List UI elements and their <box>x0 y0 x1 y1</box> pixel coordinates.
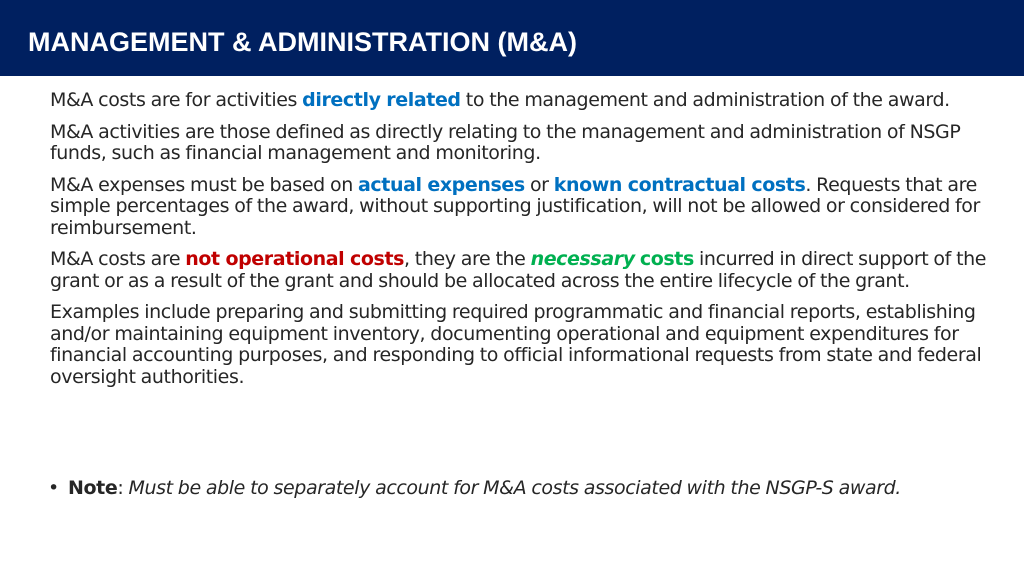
paragraph-5 <box>50 302 990 388</box>
p1-highlight-directly-related: directly related <box>302 89 461 111</box>
p3-text-1: M&A expenses must be based on <box>50 173 358 196</box>
note-text: Must be able to separately account for M&A costs associated with the NSGP-S award. <box>128 477 901 499</box>
bullet-icon: • <box>48 477 59 499</box>
paragraph-1 <box>50 90 990 112</box>
p4-highlight-necessary: necessary <box>530 248 635 270</box>
p2-text-1: M&A activities are those defined as directly relating to the management and administration of NSGP funds, such as financial management and monitoring. <box>50 120 961 164</box>
slide-body <box>50 90 990 398</box>
p3-text-2: or <box>524 173 554 196</box>
note-separator: : <box>117 477 129 499</box>
note-bullet-item <box>48 478 988 500</box>
slide-title: MANAGEMENT & ADMINISTRATION (M&A) <box>28 27 577 57</box>
p4-text-2: , they are the <box>404 248 531 270</box>
p3-text-3: . Requests that are simple percentages of the award, without supporting justification, will not be allowed or considered for reimbursement. <box>50 173 980 239</box>
p1-text-1: M&A costs are for activities <box>50 89 303 111</box>
p4-highlight-not-operational-costs: not operational costs <box>185 248 405 270</box>
paragraph-3 <box>50 175 990 240</box>
paragraph-2 <box>50 122 990 165</box>
slide-header <box>0 0 1024 76</box>
note-label: Note <box>68 477 118 499</box>
p1-text-2: to the management and administration of the award. <box>460 89 950 111</box>
paragraph-4 <box>50 249 990 292</box>
p4-text-4: incurred in direct support of the grant or as a result of the grant and should be allocated across the entire lifecycle of the grant. <box>50 248 987 292</box>
p4-text-1: M&A costs are <box>50 248 186 270</box>
p4-highlight-costs: costs <box>639 248 694 270</box>
p3-highlight-actual-expenses: actual expenses <box>358 173 525 196</box>
p3-highlight-known-contractual-costs: known contractual costs <box>553 173 806 196</box>
p5-text-1: Examples include preparing and submitting required programmatic and financial reports, establishing and/or maintaining equipment inventory, documenting operational and equipment expenditures for financial accounting purposes, and responding to official informational requests from state and federal oversight authorities. <box>50 301 982 388</box>
